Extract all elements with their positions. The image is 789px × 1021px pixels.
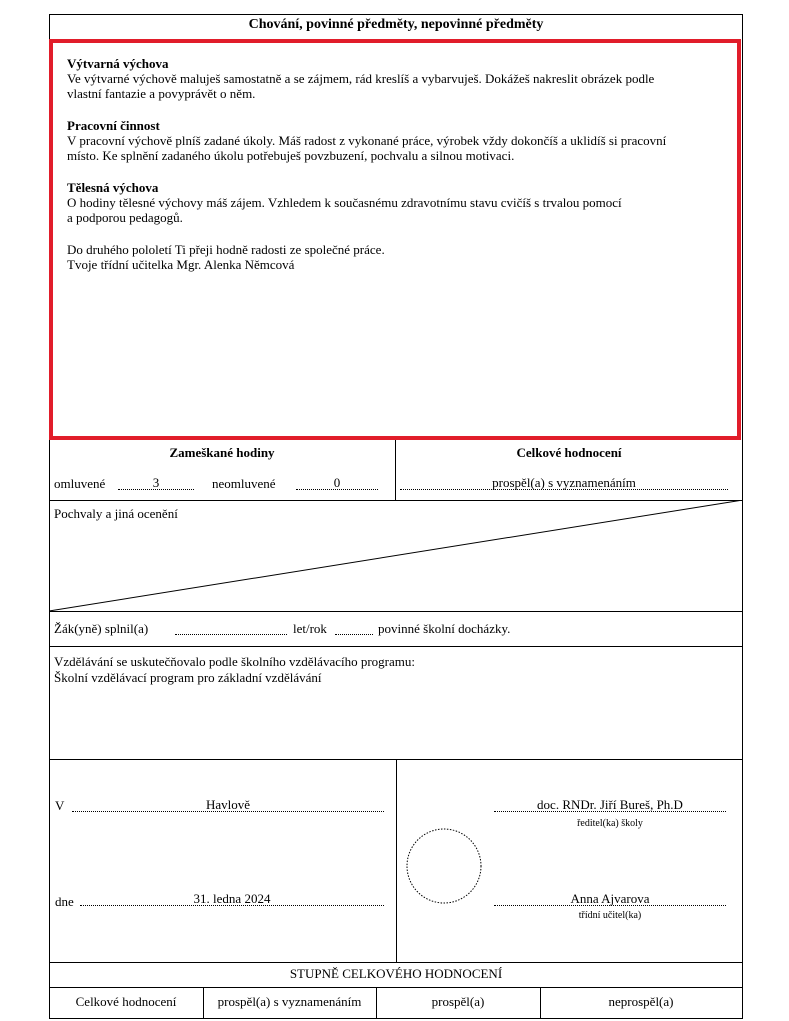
comment-pe bbox=[67, 180, 727, 225]
praise-strike-line bbox=[49, 500, 743, 611]
comment-work-heading: Pracovní činnost bbox=[67, 118, 160, 133]
comment-pe-line1: O hodiny tělesné výchovy máš zájem. Vzhledem k současnému zdravotnímu stavu cvičíš s trvalou pomocí bbox=[67, 195, 622, 210]
frame-bottom bbox=[49, 1018, 743, 1019]
legend-title: STUPNĚ CELKOVÉHO HODNOCENÍ bbox=[289, 966, 503, 981]
comment-work-line1: V pracovní výchově plníš zadané úkoly. Máš radost z vykonané práce, výrobek vždy dokončíš a uklidíš si pracovní bbox=[67, 133, 667, 148]
absences-title: Zameškané hodiny bbox=[169, 445, 275, 460]
unexcused-label: neomluvené bbox=[212, 476, 276, 491]
comment-pe-line2: a podporou pedagogů. bbox=[67, 210, 183, 225]
comment-art-line1: Ve výtvarné výchově maluješ samostatně a se zájmem, rád kreslíš a vybarvuješ. Dokážeš nakreslit obrázek podle bbox=[67, 71, 655, 86]
place-value: Havlově bbox=[72, 798, 384, 812]
director-name: doc. RNDr. Jiří Bureš, Ph.D bbox=[494, 798, 726, 812]
legend-cell-honors: prospěl(a) s vyznamenáním bbox=[217, 994, 362, 1009]
comment-art-heading: Výtvarná výchova bbox=[67, 56, 169, 71]
attendance-middle: let/rok bbox=[293, 621, 327, 636]
frame-top bbox=[49, 14, 743, 15]
program-line1: Vzdělávání se uskutečňovalo podle školního vzdělávacího programu: bbox=[54, 654, 416, 669]
comment-pe-heading: Tělesná výchova bbox=[67, 180, 159, 195]
row-divider-2 bbox=[49, 611, 743, 612]
legend-cell-passed: prospěl(a) bbox=[431, 994, 485, 1009]
attendance-unit bbox=[335, 621, 373, 635]
excused-label: omluvené bbox=[54, 476, 106, 491]
comment-work bbox=[67, 118, 727, 163]
date-label: dne bbox=[55, 894, 74, 909]
comment-closing-line1: Do druhého pololetí Ti přeji hodně radosti ze společné práce. bbox=[67, 242, 385, 257]
praise-label: Pochvaly a jiná ocenění bbox=[54, 506, 178, 521]
date-value: 31. ledna 2024 bbox=[80, 892, 384, 906]
program-line2: Školní vzdělávací program pro základní vzdělávání bbox=[54, 670, 322, 685]
attendance-suffix: povinné školní docházky. bbox=[378, 621, 511, 636]
row-divider-3 bbox=[49, 646, 743, 647]
attendance-prefix: Žák(yně) splnil(a) bbox=[54, 621, 149, 636]
legend-cell-overall: Celkové hodnocení bbox=[75, 994, 177, 1009]
teacher-role: třídní učitel(ka) bbox=[578, 910, 642, 921]
director-role: ředitel(ka) školy bbox=[577, 818, 643, 829]
legend-cell-failed: neprospěl(a) bbox=[608, 994, 674, 1009]
school-stamp bbox=[404, 826, 484, 906]
comment-art-line2: vlastní fantazie a povyprávět o něm. bbox=[67, 86, 256, 101]
excused-value: 3 bbox=[118, 476, 194, 490]
row-divider-5 bbox=[49, 962, 743, 963]
comment-art bbox=[67, 56, 727, 101]
comment-work-line2: místo. Ke splnění zadaného úkolu potřebuješ povzbuzení, pochvalu a silnou motivaci. bbox=[67, 148, 515, 163]
attendance-years bbox=[175, 621, 287, 635]
legend-divider bbox=[49, 987, 743, 988]
comment-closing bbox=[67, 242, 727, 272]
place-label: V bbox=[55, 798, 65, 813]
comment-closing-line2: Tvoje třídní učitelka Mgr. Alenka Němcová bbox=[67, 257, 295, 272]
unexcused-value: 0 bbox=[296, 476, 378, 490]
overall-title: Celkové hodnocení bbox=[516, 445, 622, 460]
overall-value: prospěl(a) s vyznamenáním bbox=[400, 476, 728, 490]
page-title: Chování, povinné předměty, nepovinné předměty bbox=[248, 17, 544, 32]
teacher-name: Anna Ajvarova bbox=[494, 892, 726, 906]
signature-divider bbox=[396, 759, 397, 962]
